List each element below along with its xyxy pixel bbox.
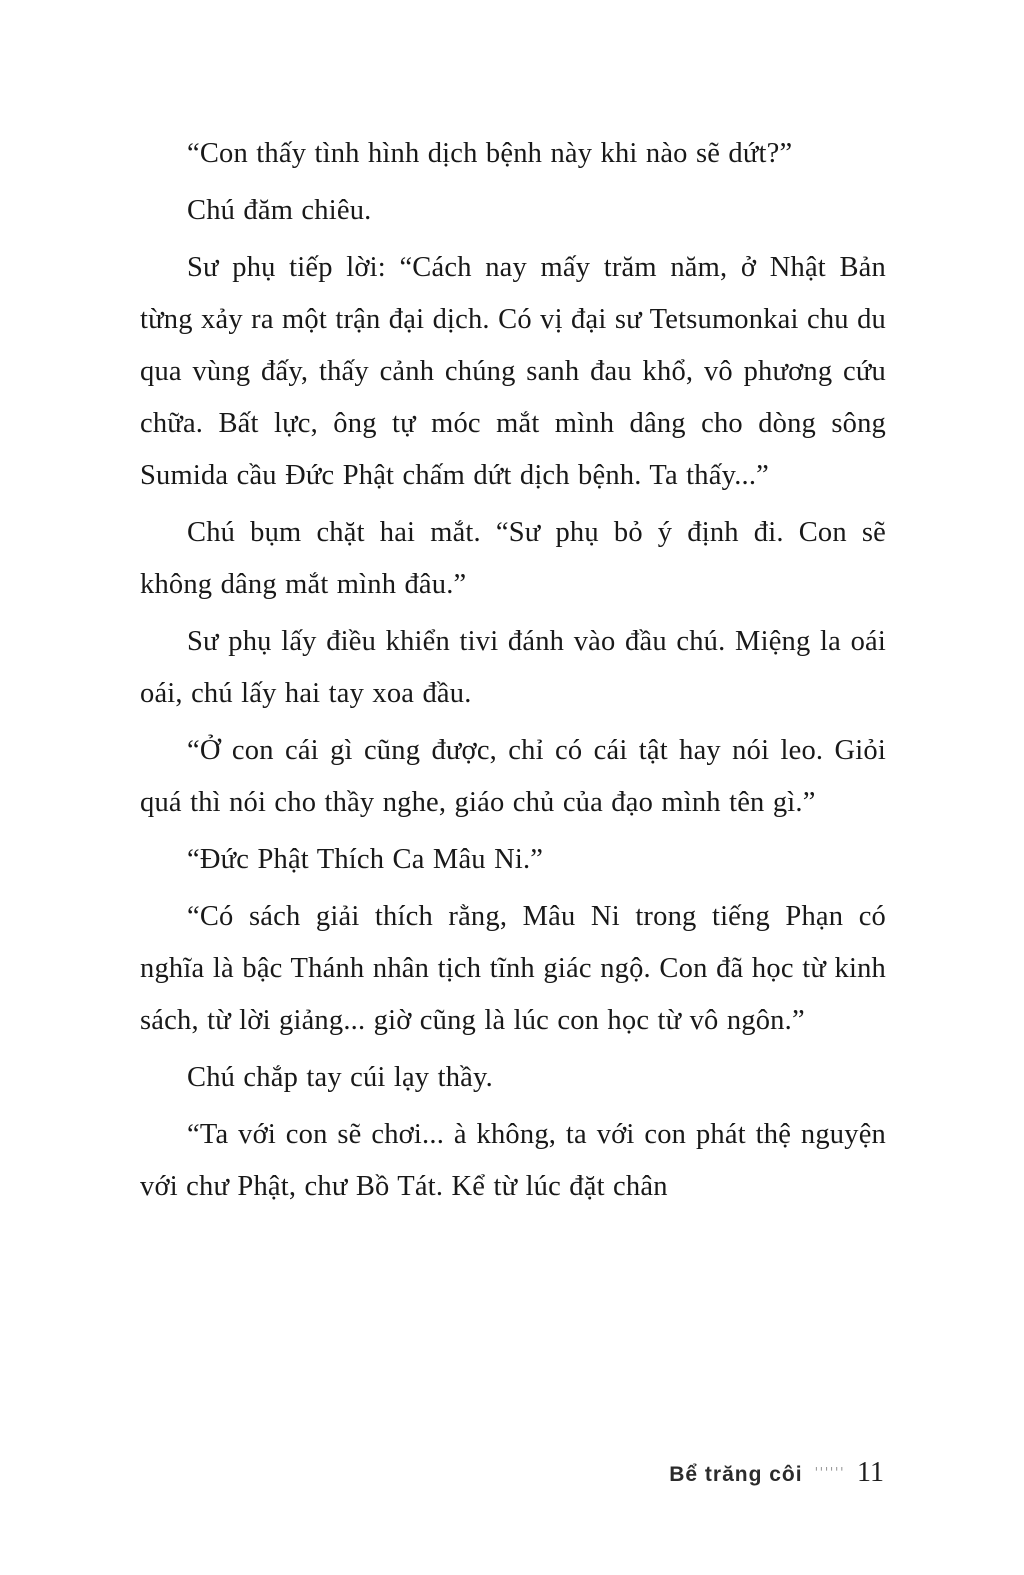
text-block xyxy=(140,128,886,1218)
paragraph: Sư phụ lấy điều khiển tivi đánh vào đầu chú. Miệng la oái oái, chú lấy hai tay xoa đầu. xyxy=(140,626,886,709)
paragraph: Chú chắp tay cúi lạy thầy. xyxy=(187,1062,493,1093)
footer-page-number: 11 xyxy=(857,1457,884,1488)
paragraph: Chú đăm chiêu. xyxy=(187,195,372,226)
paragraph: Sư phụ tiếp lời: “Cách nay mấy trăm năm, ở Nhật Bản từng xảy ra một trận đại dịch. Có vị đại sư Tetsumonkai chu du qua vùng đấy, thấy cảnh chúng sanh đau khổ, vô phương cứu chữa. Bất lực, ông tự móc mắt mình dâng cho dòng sông Sumida cầu Đức Phật chấm dứt dịch bệnh. Ta thấy...” xyxy=(140,252,886,491)
paragraph: Chú bụm chặt hai mắt. “Sư phụ bỏ ý định đi. Con sẽ không dâng mắt mình đâu.” xyxy=(140,517,886,600)
paragraph: “Ở con cái gì cũng được, chỉ có cái tật hay nói leo. Giỏi quá thì nói cho thầy nghe, giáo chủ của đạo mình tên gì.” xyxy=(140,735,886,818)
page-footer xyxy=(669,1457,884,1489)
paragraph: “Ta với con sẽ chơi... à không, ta với con phát thệ nguyện với chư Phật, chư Bồ Tát. Kể từ lúc đặt chân xyxy=(140,1119,886,1202)
footer-ornament-icon: '''''' xyxy=(814,1466,846,1481)
paragraph: “Có sách giải thích rằng, Mâu Ni trong tiếng Phạn có nghĩa là bậc Thánh nhân tịch tĩnh giác ngộ. Con đã học từ kinh sách, từ lời giảng... giờ cũng là lúc con học từ vô ngôn.” xyxy=(140,901,886,1036)
footer-book-title: Bể trăng côi xyxy=(669,1463,803,1486)
paragraph: “Đức Phật Thích Ca Mâu Ni.” xyxy=(187,844,544,875)
paragraph: “Con thấy tình hình dịch bệnh này khi nào sẽ dứt?” xyxy=(187,138,793,169)
